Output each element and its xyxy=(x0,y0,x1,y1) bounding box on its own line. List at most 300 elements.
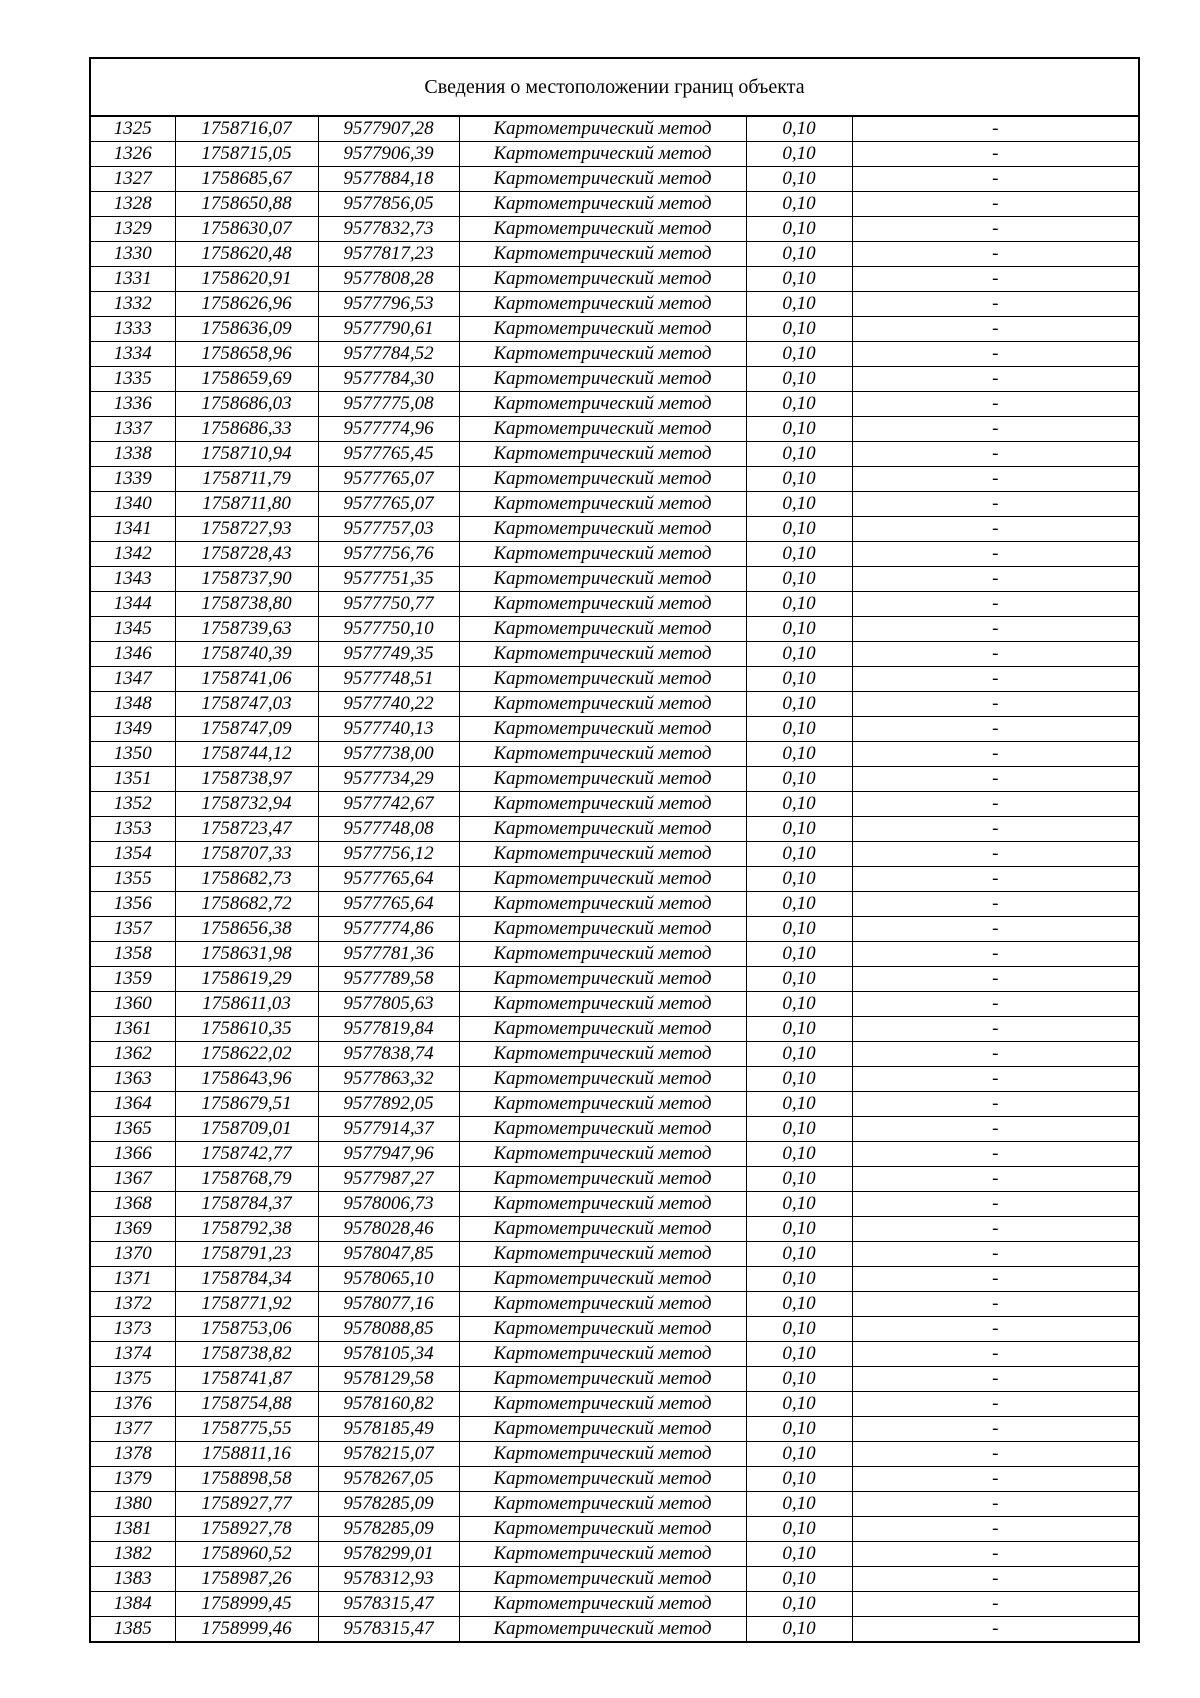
point-number-cell: 1385 xyxy=(91,1617,175,1642)
method-cell: Картометрический метод xyxy=(459,742,746,767)
description-cell: - xyxy=(852,442,1138,467)
accuracy-cell: 0,10 xyxy=(746,392,852,417)
table-row xyxy=(91,1167,1138,1192)
method-cell: Картометрический метод xyxy=(459,1317,746,1342)
x-coordinate-cell: 1758741,06 xyxy=(175,667,318,692)
method-cell: Картометрический метод xyxy=(459,1267,746,1292)
x-coordinate-cell: 1758620,91 xyxy=(175,267,318,292)
description-cell: - xyxy=(852,1442,1138,1467)
method-cell: Картометрический метод xyxy=(459,1017,746,1042)
x-coordinate-cell: 1758775,55 xyxy=(175,1417,318,1442)
point-number-cell: 1354 xyxy=(91,842,175,867)
description-cell: - xyxy=(852,1542,1138,1567)
y-coordinate-cell: 9577774,86 xyxy=(318,917,459,942)
point-number-cell: 1362 xyxy=(91,1042,175,1067)
table-row xyxy=(91,1617,1138,1642)
description-cell: - xyxy=(852,1117,1138,1142)
description-cell: - xyxy=(852,392,1138,417)
table-row xyxy=(91,1267,1138,1292)
method-cell: Картометрический метод xyxy=(459,417,746,442)
y-coordinate-cell: 9577748,51 xyxy=(318,667,459,692)
table-row xyxy=(91,592,1138,617)
y-coordinate-cell: 9577774,96 xyxy=(318,417,459,442)
accuracy-cell: 0,10 xyxy=(746,967,852,992)
point-number-cell: 1355 xyxy=(91,867,175,892)
method-cell: Картометрический метод xyxy=(459,1517,746,1542)
table-row xyxy=(91,617,1138,642)
x-coordinate-cell: 1758626,96 xyxy=(175,292,318,317)
y-coordinate-cell: 9577796,53 xyxy=(318,292,459,317)
point-number-cell: 1370 xyxy=(91,1242,175,1267)
accuracy-cell: 0,10 xyxy=(746,1142,852,1167)
y-coordinate-cell: 9578160,82 xyxy=(318,1392,459,1417)
point-number-cell: 1332 xyxy=(91,292,175,317)
y-coordinate-cell: 9578028,46 xyxy=(318,1217,459,1242)
accuracy-cell: 0,10 xyxy=(746,542,852,567)
y-coordinate-cell: 9578285,09 xyxy=(318,1517,459,1542)
point-number-cell: 1337 xyxy=(91,417,175,442)
method-cell: Картометрический метод xyxy=(459,692,746,717)
y-coordinate-cell: 9577738,00 xyxy=(318,742,459,767)
table-row xyxy=(91,742,1138,767)
accuracy-cell: 0,10 xyxy=(746,592,852,617)
method-cell: Картометрический метод xyxy=(459,717,746,742)
method-cell: Картометрический метод xyxy=(459,867,746,892)
description-cell: - xyxy=(852,517,1138,542)
description-cell: - xyxy=(852,267,1138,292)
y-coordinate-cell: 9577947,96 xyxy=(318,1142,459,1167)
description-cell: - xyxy=(852,1342,1138,1367)
table-row xyxy=(91,517,1138,542)
description-cell: - xyxy=(852,1267,1138,1292)
table-row xyxy=(91,692,1138,717)
description-cell: - xyxy=(852,1367,1138,1392)
coordinates-table-body xyxy=(91,117,1138,1641)
x-coordinate-cell: 1758792,38 xyxy=(175,1217,318,1242)
x-coordinate-cell: 1758622,02 xyxy=(175,1042,318,1067)
method-cell: Картометрический метод xyxy=(459,817,746,842)
method-cell: Картометрический метод xyxy=(459,517,746,542)
x-coordinate-cell: 1758999,45 xyxy=(175,1592,318,1617)
table-row xyxy=(91,167,1138,192)
accuracy-cell: 0,10 xyxy=(746,717,852,742)
x-coordinate-cell: 1758927,78 xyxy=(175,1517,318,1542)
y-coordinate-cell: 9578299,01 xyxy=(318,1542,459,1567)
accuracy-cell: 0,10 xyxy=(746,1392,852,1417)
accuracy-cell: 0,10 xyxy=(746,467,852,492)
method-cell: Картометрический метод xyxy=(459,1392,746,1417)
method-cell: Картометрический метод xyxy=(459,1242,746,1267)
table-row xyxy=(91,1317,1138,1342)
accuracy-cell: 0,10 xyxy=(746,1067,852,1092)
y-coordinate-cell: 9577756,12 xyxy=(318,842,459,867)
x-coordinate-cell: 1758723,47 xyxy=(175,817,318,842)
x-coordinate-cell: 1758960,52 xyxy=(175,1542,318,1567)
description-cell: - xyxy=(852,1292,1138,1317)
method-cell: Картометрический метод xyxy=(459,142,746,167)
x-coordinate-cell: 1758620,48 xyxy=(175,242,318,267)
point-number-cell: 1335 xyxy=(91,367,175,392)
y-coordinate-cell: 9578267,05 xyxy=(318,1467,459,1492)
method-cell: Картометрический метод xyxy=(459,1417,746,1442)
table-row xyxy=(91,992,1138,1017)
method-cell: Картометрический метод xyxy=(459,1192,746,1217)
x-coordinate-cell: 1758650,88 xyxy=(175,192,318,217)
description-cell: - xyxy=(852,1567,1138,1592)
table-row xyxy=(91,842,1138,867)
method-cell: Картометрический метод xyxy=(459,342,746,367)
accuracy-cell: 0,10 xyxy=(746,1567,852,1592)
table-row xyxy=(91,1592,1138,1617)
accuracy-cell: 0,10 xyxy=(746,1192,852,1217)
table-row xyxy=(91,667,1138,692)
table-row xyxy=(91,967,1138,992)
description-cell: - xyxy=(852,1517,1138,1542)
point-number-cell: 1348 xyxy=(91,692,175,717)
y-coordinate-cell: 9577884,18 xyxy=(318,167,459,192)
table-row xyxy=(91,917,1138,942)
x-coordinate-cell: 1758811,16 xyxy=(175,1442,318,1467)
x-coordinate-cell: 1758710,94 xyxy=(175,442,318,467)
y-coordinate-cell: 9578065,10 xyxy=(318,1267,459,1292)
accuracy-cell: 0,10 xyxy=(746,1492,852,1517)
accuracy-cell: 0,10 xyxy=(746,567,852,592)
description-cell: - xyxy=(992,118,999,139)
point-number-cell: 1368 xyxy=(91,1192,175,1217)
accuracy-cell: 0,10 xyxy=(746,167,852,192)
method-cell: Картометрический метод xyxy=(459,1542,746,1567)
point-number-cell: 1374 xyxy=(91,1342,175,1367)
point-number-cell: 1340 xyxy=(91,492,175,517)
description-cell: - xyxy=(852,1067,1138,1092)
point-number-cell: 1352 xyxy=(91,792,175,817)
point-number-cell: 1334 xyxy=(91,342,175,367)
x-coordinate-cell: 1758679,51 xyxy=(175,1092,318,1117)
y-coordinate-cell: 9577906,39 xyxy=(318,142,459,167)
method-cell: Картометрический метод xyxy=(459,667,746,692)
description-cell: - xyxy=(852,1417,1138,1442)
table-row xyxy=(91,1292,1138,1317)
accuracy-cell: 0,10 xyxy=(746,342,852,367)
accuracy-cell: 0,10 xyxy=(746,617,852,642)
accuracy-cell: 0,10 xyxy=(746,367,852,392)
table-row xyxy=(91,1092,1138,1117)
x-coordinate-cell: 1758610,35 xyxy=(175,1017,318,1042)
x-coordinate-cell: 1758738,82 xyxy=(175,1342,318,1367)
accuracy-cell: 0,10 xyxy=(746,742,852,767)
point-number-cell: 1361 xyxy=(91,1017,175,1042)
accuracy-cell: 0,10 xyxy=(746,517,852,542)
description-cell: - xyxy=(852,1492,1138,1517)
description-cell: - xyxy=(852,917,1138,942)
accuracy-cell: 0,10 xyxy=(746,217,852,242)
y-coordinate-cell: 9577987,27 xyxy=(318,1167,459,1192)
y-coordinate-cell: 9578285,09 xyxy=(318,1492,459,1517)
accuracy-cell: 0,10 xyxy=(746,1017,852,1042)
accuracy-cell: 0,10 xyxy=(746,242,852,267)
description-cell: - xyxy=(852,217,1138,242)
table-row xyxy=(91,817,1138,842)
y-coordinate-cell: 9578047,85 xyxy=(318,1242,459,1267)
y-coordinate-cell: 9577765,64 xyxy=(318,867,459,892)
x-coordinate-cell: 1758754,88 xyxy=(175,1392,318,1417)
description-cell: - xyxy=(852,992,1138,1017)
method-cell: Картометрический метод xyxy=(459,192,746,217)
y-coordinate-cell: 9577789,58 xyxy=(318,967,459,992)
x-coordinate-cell: 1758999,46 xyxy=(175,1617,318,1642)
point-number-cell: 1358 xyxy=(91,942,175,967)
point-number-cell: 1364 xyxy=(91,1092,175,1117)
x-coordinate-cell: 1758791,23 xyxy=(175,1242,318,1267)
method-cell: Картометрический метод xyxy=(459,1467,746,1492)
x-coordinate-cell: 1758682,72 xyxy=(175,892,318,917)
x-coordinate-cell: 1758711,79 xyxy=(175,467,318,492)
point-number-cell: 1342 xyxy=(91,542,175,567)
point-number-cell: 1366 xyxy=(91,1142,175,1167)
boundary-table-frame xyxy=(89,57,1140,1643)
table-row xyxy=(91,642,1138,667)
y-coordinate-cell: 9577838,74 xyxy=(318,1042,459,1067)
accuracy-cell: 0,10 xyxy=(746,417,852,442)
method-cell: Картометрический метод xyxy=(459,167,746,192)
accuracy-cell: 0,10 xyxy=(746,1317,852,1342)
description-cell: - xyxy=(852,1142,1138,1167)
table-row xyxy=(91,417,1138,442)
table-row xyxy=(91,1142,1138,1167)
method-cell: Картометрический метод xyxy=(459,1442,746,1467)
method-cell: Картометрический метод xyxy=(459,1567,746,1592)
y-coordinate-cell: 9577892,05 xyxy=(318,1092,459,1117)
y-coordinate-cell: 9577734,29 xyxy=(318,767,459,792)
description-cell: - xyxy=(852,767,1138,792)
coordinates-table xyxy=(91,117,1138,1641)
method-cell: Картометрический метод xyxy=(459,992,746,1017)
table-row xyxy=(91,792,1138,817)
y-coordinate-cell: 9577790,61 xyxy=(318,317,459,342)
point-number-cell: 1363 xyxy=(91,1067,175,1092)
point-number-cell: 1327 xyxy=(91,167,175,192)
x-coordinate-cell: 1758686,03 xyxy=(175,392,318,417)
method-cell: Картометрический метод xyxy=(459,1592,746,1617)
y-coordinate-cell: 9577750,10 xyxy=(318,617,459,642)
point-number-cell: 1382 xyxy=(91,1542,175,1567)
point-number-cell: 1341 xyxy=(91,517,175,542)
x-coordinate-cell: 1758747,09 xyxy=(175,717,318,742)
y-coordinate-cell: 9577750,77 xyxy=(318,592,459,617)
point-number-cell: 1367 xyxy=(91,1167,175,1192)
y-coordinate-cell: 9577832,73 xyxy=(318,217,459,242)
point-number-cell: 1369 xyxy=(91,1217,175,1242)
point-number-cell: 1377 xyxy=(91,1417,175,1442)
method-cell: Картометрический метод xyxy=(459,442,746,467)
method-cell: Картометрический метод xyxy=(459,1367,746,1392)
x-coordinate-cell: 1758771,92 xyxy=(175,1292,318,1317)
description-cell: - xyxy=(852,1217,1138,1242)
y-coordinate-cell: 9577808,28 xyxy=(318,267,459,292)
point-number-cell: 1365 xyxy=(91,1117,175,1142)
table-row xyxy=(91,1392,1138,1417)
table-row xyxy=(91,867,1138,892)
method-cell: Картометрический метод xyxy=(459,592,746,617)
accuracy-cell: 0,10 xyxy=(746,1342,852,1367)
description-cell: - xyxy=(852,1617,1138,1642)
accuracy-cell: 0,10 xyxy=(746,267,852,292)
point-number-cell: 1329 xyxy=(91,217,175,242)
y-coordinate-cell: 9578129,58 xyxy=(318,1367,459,1392)
table-row xyxy=(91,1217,1138,1242)
table-row xyxy=(91,442,1138,467)
point-number-cell: 1331 xyxy=(91,267,175,292)
x-coordinate-cell: 1758732,94 xyxy=(175,792,318,817)
accuracy-cell: 0,10 xyxy=(746,1042,852,1067)
description-cell: - xyxy=(852,1317,1138,1342)
x-coordinate-cell: 1758987,26 xyxy=(175,1567,318,1592)
table-row xyxy=(91,1367,1138,1392)
table-row xyxy=(91,317,1138,342)
y-coordinate-cell: 9577914,37 xyxy=(318,1117,459,1142)
method-cell: Картометрический метод xyxy=(459,1142,746,1167)
description-cell: - xyxy=(852,417,1138,442)
method-cell: Картометрический метод xyxy=(459,642,746,667)
description-cell: - xyxy=(852,1242,1138,1267)
description-cell: - xyxy=(852,867,1138,892)
method-cell: Картометрический метод xyxy=(459,892,746,917)
point-number-cell: 1356 xyxy=(91,892,175,917)
x-coordinate-cell: 1758737,90 xyxy=(175,567,318,592)
point-number-cell: 1346 xyxy=(91,642,175,667)
method-cell: Картометрический метод xyxy=(459,242,746,267)
y-coordinate-cell: 9578315,47 xyxy=(318,1617,459,1642)
point-number-cell: 1349 xyxy=(91,717,175,742)
point-number-cell: 1330 xyxy=(91,242,175,267)
y-coordinate-cell: 9577765,07 xyxy=(318,492,459,517)
description-cell: - xyxy=(852,292,1138,317)
description-cell: - xyxy=(852,792,1138,817)
table-row xyxy=(91,1442,1138,1467)
y-coordinate-cell: 9577817,23 xyxy=(318,242,459,267)
y-coordinate-cell: 9577863,32 xyxy=(318,1067,459,1092)
y-coordinate-cell: 9577856,05 xyxy=(318,192,459,217)
point-number-cell: 1350 xyxy=(91,742,175,767)
x-coordinate-cell: 1758685,67 xyxy=(175,167,318,192)
description-cell: - xyxy=(852,342,1138,367)
accuracy-cell: 0,10 xyxy=(746,1467,852,1492)
method-cell: Картометрический метод xyxy=(459,1342,746,1367)
point-number-cell: 1380 xyxy=(91,1492,175,1517)
y-coordinate-cell: 9578312,93 xyxy=(318,1567,459,1592)
description-cell: - xyxy=(852,1467,1138,1492)
x-coordinate-cell: 1758630,07 xyxy=(175,217,318,242)
description-cell: - xyxy=(852,1092,1138,1117)
y-coordinate-cell: 9577805,63 xyxy=(318,992,459,1017)
x-coordinate-cell: 1758740,39 xyxy=(175,642,318,667)
y-coordinate-cell: 9577756,76 xyxy=(318,542,459,567)
point-number-cell: 1379 xyxy=(91,1467,175,1492)
method-cell: Картометрический метод xyxy=(459,1117,746,1142)
accuracy-cell: 0,10 xyxy=(746,817,852,842)
method-cell: Картометрический метод xyxy=(459,217,746,242)
description-cell: - xyxy=(852,1592,1138,1617)
method-cell: Картометрический метод xyxy=(459,492,746,517)
x-coordinate-cell: 1758631,98 xyxy=(175,942,318,967)
accuracy-cell: 0,10 xyxy=(746,917,852,942)
table-row xyxy=(91,1017,1138,1042)
accuracy-cell: 0,10 xyxy=(746,692,852,717)
accuracy-cell: 0,10 xyxy=(746,1592,852,1617)
table-row xyxy=(91,1542,1138,1567)
table-row xyxy=(91,1417,1138,1442)
accuracy-cell: 0,10 xyxy=(746,942,852,967)
accuracy-cell: 0,10 xyxy=(746,642,852,667)
accuracy-cell: 0,10 xyxy=(746,442,852,467)
accuracy-cell: 0,10 xyxy=(746,1417,852,1442)
point-number-cell: 1339 xyxy=(91,467,175,492)
x-coordinate-cell: 1758784,34 xyxy=(175,1267,318,1292)
table-row xyxy=(91,192,1138,217)
accuracy-cell: 0,10 xyxy=(746,317,852,342)
table-row xyxy=(91,1067,1138,1092)
y-coordinate-cell: 9578315,47 xyxy=(318,1592,459,1617)
point-number-cell: 1328 xyxy=(91,192,175,217)
method-cell: Картометрический метод xyxy=(459,842,746,867)
accuracy-cell: 0,10 xyxy=(746,842,852,867)
y-coordinate-cell: 9577740,13 xyxy=(318,717,459,742)
accuracy-cell: 0,10 xyxy=(746,192,852,217)
x-coordinate-cell: 1758658,96 xyxy=(175,342,318,367)
x-coordinate-cell: 1758727,93 xyxy=(175,517,318,542)
table-row xyxy=(91,717,1138,742)
table-row xyxy=(91,1492,1138,1517)
y-coordinate-cell: 9578077,16 xyxy=(318,1292,459,1317)
x-coordinate-cell: 1758739,63 xyxy=(175,617,318,642)
table-row xyxy=(91,1242,1138,1267)
accuracy-cell: 0,10 xyxy=(746,992,852,1017)
description-cell: - xyxy=(852,967,1138,992)
method-cell: Картометрический метод xyxy=(459,317,746,342)
x-coordinate-cell: 1758716,07 xyxy=(175,117,318,142)
y-coordinate-cell: 9578006,73 xyxy=(318,1192,459,1217)
description-cell: - xyxy=(852,667,1138,692)
description-cell: - xyxy=(852,167,1138,192)
accuracy-cell: 0,10 xyxy=(746,1442,852,1467)
x-coordinate-cell: 1758898,58 xyxy=(175,1467,318,1492)
accuracy-cell: 0,10 xyxy=(746,767,852,792)
description-cell: - xyxy=(852,242,1138,267)
accuracy-cell: 0,10 xyxy=(746,492,852,517)
point-number-cell: 1336 xyxy=(91,392,175,417)
x-coordinate-cell: 1758744,12 xyxy=(175,742,318,767)
x-coordinate-cell: 1758707,33 xyxy=(175,842,318,867)
description-cell: - xyxy=(852,942,1138,967)
x-coordinate-cell: 1758636,09 xyxy=(175,317,318,342)
point-number-cell: 1345 xyxy=(91,617,175,642)
point-number-cell: 1326 xyxy=(91,142,175,167)
point-number-cell: 1347 xyxy=(91,667,175,692)
table-row xyxy=(91,142,1138,167)
x-coordinate-cell: 1758728,43 xyxy=(175,542,318,567)
point-number-cell: 1373 xyxy=(91,1317,175,1342)
method-cell: Картометрический метод xyxy=(459,967,746,992)
method-cell: Картометрический метод xyxy=(459,1167,746,1192)
y-coordinate-cell: 9577751,35 xyxy=(318,567,459,592)
method-cell: Картометрический метод xyxy=(459,567,746,592)
x-coordinate-cell: 1758659,69 xyxy=(175,367,318,392)
point-number-cell: 1338 xyxy=(91,442,175,467)
description-cell: - xyxy=(852,1042,1138,1067)
table-row xyxy=(91,467,1138,492)
x-coordinate-cell: 1758741,87 xyxy=(175,1367,318,1392)
point-number-cell: 1376 xyxy=(91,1392,175,1417)
